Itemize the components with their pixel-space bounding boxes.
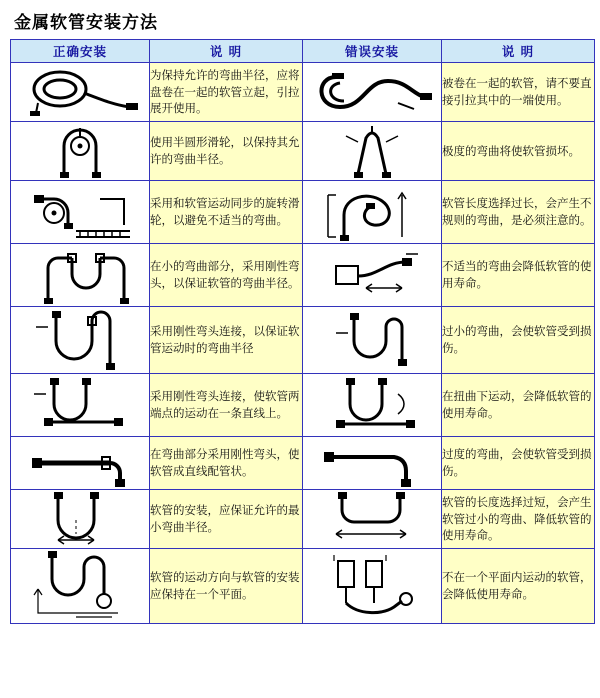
wrong-illustration-cell (303, 374, 442, 437)
wrong-illustration-cell (303, 122, 442, 181)
correct-illustration-cell (11, 549, 150, 624)
correct-illustration-cell (11, 490, 150, 549)
straight-pipe-with-elbow-correct-icon (14, 437, 146, 489)
wrong-illustration-cell (303, 490, 442, 549)
wrong-description: 过小的弯曲，会使软管受到损伤。 (442, 307, 595, 374)
wrong-description: 软管的长度选择过短，会产生软管过小的弯曲、降低软管的使用寿命。 (442, 490, 595, 549)
correct-description: 软管的安装，应保证允许的最小弯曲半径。 (150, 490, 303, 549)
wrong-description: 过度的弯曲，会使软管受到损伤。 (442, 437, 595, 490)
coiled-hose-correct-icon (14, 63, 146, 121)
table-row (11, 549, 595, 624)
wrong-illustration-cell (303, 244, 442, 307)
too-small-bend-wrong-icon (306, 307, 438, 373)
long-hose-irregular-bend-wrong-icon (306, 181, 438, 243)
too-long-hose-wrong-icon (306, 490, 438, 548)
correct-illustration-cell (11, 63, 150, 122)
page-title: 金属软管安装方法 (14, 13, 158, 33)
table-row (11, 181, 595, 244)
hose-installation-table (10, 39, 595, 624)
wrong-illustration-cell (303, 63, 442, 122)
out-of-plane-motion-wrong-icon (306, 549, 438, 623)
rigid-elbow-connection-correct-icon (14, 307, 146, 373)
correct-illustration-cell (11, 307, 150, 374)
wrong-description: 被卷在一起的软管，请不要直接引拉其中的一端使用。 (442, 63, 595, 122)
header-wrong-desc: 说 明 (442, 40, 595, 63)
minimum-bend-radius-correct-icon (14, 490, 146, 548)
wrong-description: 不在一个平面内运动的软管，会降低使用寿命。 (442, 549, 595, 624)
correct-description: 使用半圆形滑轮，以保持其允许的弯曲半径。 (150, 122, 303, 181)
correct-illustration-cell (11, 122, 150, 181)
wrong-description: 软管长度选择过长，会产生不规则的弯曲，是必须注意的。 (442, 181, 595, 244)
semicircle-sheave-correct-icon (14, 122, 146, 180)
correct-illustration-cell (11, 437, 150, 490)
wrong-description: 极度的弯曲将使软管损坏。 (442, 122, 595, 181)
excessive-bend-wrong-icon (306, 437, 438, 489)
correct-description: 在弯曲部分采用刚性弯头，使软管成直线配管状。 (150, 437, 303, 490)
wrong-illustration-cell (303, 549, 442, 624)
table-row (11, 63, 595, 122)
correct-description: 采用和软管运动同步的旋转滑轮，以避免不适当的弯曲。 (150, 181, 303, 244)
table-row (11, 244, 595, 307)
header-correct-install: 正确安装 (11, 40, 150, 63)
table-row (11, 374, 595, 437)
correct-description: 采用刚性弯头连接，使软管两端点的运动在一条直线上。 (150, 374, 303, 437)
header-row (11, 40, 595, 63)
coiled-hose-wrong-icon (306, 63, 438, 121)
same-plane-motion-correct-icon (14, 549, 146, 623)
correct-description: 采用刚性弯头连接，以保证软管运动时的弯曲半径 (150, 307, 303, 374)
improper-bend-wrong-icon (306, 244, 438, 306)
table-row (11, 122, 595, 181)
correct-illustration-cell (11, 374, 150, 437)
table-header (11, 40, 595, 63)
correct-illustration-cell (11, 181, 150, 244)
wrong-illustration-cell (303, 307, 442, 374)
rigid-elbow-small-bend-correct-icon (14, 244, 146, 306)
header-wrong-install: 错误安装 (303, 40, 442, 63)
table-body (11, 63, 595, 624)
correct-description: 软管的运动方向与软管的安装应保持在一个平面。 (150, 549, 303, 624)
wrong-illustration-cell (303, 181, 442, 244)
table-row (11, 437, 595, 490)
wrong-illustration-cell (303, 437, 442, 490)
torsion-motion-wrong-icon (306, 374, 438, 436)
synchronized-pulley-correct-icon (14, 181, 146, 243)
table-row (11, 307, 595, 374)
wrong-description: 在扭曲下运动，会降低软管的使用寿命。 (442, 374, 595, 437)
inline-motion-correct-icon (14, 374, 146, 436)
table-row (11, 490, 595, 549)
sharp-bend-wrong-icon (306, 122, 438, 180)
wrong-description: 不适当的弯曲会降低软管的使用寿命。 (442, 244, 595, 307)
header-correct-desc: 说 明 (150, 40, 303, 63)
correct-description: 在小的弯曲部分，采用刚性弯头，以保证软管的弯曲半径。 (150, 244, 303, 307)
correct-illustration-cell (11, 244, 150, 307)
correct-description: 为保持允许的弯曲半径，应将盘卷在一起的软管立起，引拉展开使用。 (150, 63, 303, 122)
